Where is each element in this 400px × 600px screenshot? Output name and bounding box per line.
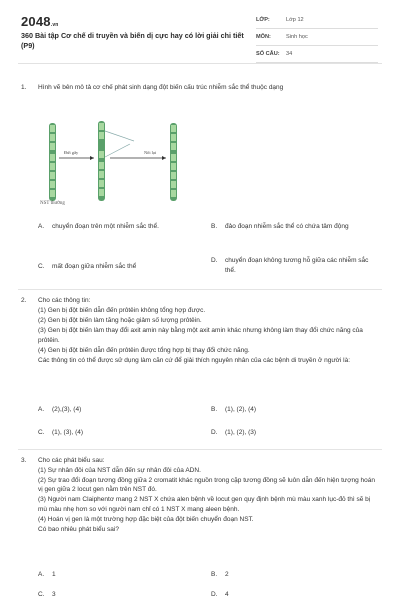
option-c[interactable] xyxy=(38,428,196,438)
question-line: Có bao nhiêu phát biểu sai? xyxy=(38,525,119,533)
question-line: (3) Người nam Claiphentơ mang 2 NST X chứa alen bệnh về locut gen quy định bệnh mù màu xanh lục-đỏ thì sẽ bị mù màu nhẹ hơn so với người nam chỉ có 1 NST X mang aleen bệnh. xyxy=(38,496,371,513)
question-1 xyxy=(21,83,377,93)
question-3 xyxy=(21,456,377,534)
meta-row-subject xyxy=(256,29,378,46)
option-b[interactable] xyxy=(211,405,371,415)
label-break: Đứt gãy xyxy=(64,150,79,155)
question-number: 3. xyxy=(21,457,27,464)
option-text: chuyển đoạn không tương hỗ giữa các nhiễm sắc thể. xyxy=(225,257,369,274)
option-letter: D. xyxy=(211,257,218,264)
question-line: Các thông tin có thể được sử dụng làm căn cứ để giải thích nguyên nhân của các bệnh di truyền ở người là: xyxy=(38,357,351,364)
option-letter: D. xyxy=(211,591,218,598)
option-d[interactable] xyxy=(211,590,371,600)
option-text: 2 xyxy=(225,571,229,578)
option-d[interactable] xyxy=(211,256,371,276)
question-line: (4) Gen bị đột biến dẫn đến prôtêin được tổng hợp bị thay đổi chức năng. xyxy=(38,347,250,354)
question-text xyxy=(38,296,377,366)
option-letter: D. xyxy=(211,429,218,436)
option-letter: A. xyxy=(38,571,45,578)
question-line: (2) Sự trao đổi đoạn tương đồng giữa 2 cromatit khác nguồn trong cặp tương đồng sẽ luôn dẫn đến hiện tượng hoán vị gen giữa 2 locut gen nằm trên NST đó. xyxy=(38,476,376,494)
option-b[interactable] xyxy=(211,570,371,580)
option-text: 1 xyxy=(52,571,56,578)
option-letter: B. xyxy=(211,223,218,230)
meta-key: LỚP: xyxy=(256,17,270,23)
question-2 xyxy=(21,296,377,366)
question-number: 1. xyxy=(21,84,27,91)
question-line: Cho các phát biểu sau: xyxy=(38,457,105,464)
option-letter: C. xyxy=(38,591,45,598)
option-text: (2),(3), (4) xyxy=(52,406,82,413)
option-letter: C. xyxy=(38,263,45,270)
meta-key: MÔN: xyxy=(256,34,271,40)
figure-caption: NST thường xyxy=(40,201,65,206)
question-line: (4) Hoán vị gen là một trường hợp đặc biệt của đột biến chuyển đoạn NST. xyxy=(38,515,254,523)
option-c[interactable] xyxy=(38,590,196,600)
document-title: 360 Bài tập Cơ chế di truyền và biến dị cực hay có lời giải chi tiết (P9) xyxy=(21,31,244,50)
meta-value: 34 xyxy=(286,51,293,57)
chromosome-right xyxy=(170,123,177,201)
option-text: chuyển đoạn trên một nhiễm sắc thể. xyxy=(52,223,159,230)
meta-value: Lớp 12 xyxy=(286,17,304,23)
option-a[interactable] xyxy=(38,405,196,415)
question-line: (3) Gen bị đột biến làm thay đổi axit amin này bằng một axit amin khác nhưng không làm thay đổi chức năng của prôtêin. xyxy=(38,327,363,344)
option-c[interactable] xyxy=(38,262,196,272)
option-letter: B. xyxy=(211,571,218,578)
question-line: (1) Sự nhân đôi của NST dẫn đến sự nhân đôi của ADN. xyxy=(38,466,201,474)
question-text xyxy=(38,456,377,534)
question-line: (2) Gen bị đột biến làm tăng hoặc giảm số lượng prôtêin. xyxy=(38,317,202,324)
chromosome-middle xyxy=(98,121,134,201)
option-a[interactable] xyxy=(38,570,196,580)
question-line: (1) Gen bị đột biến dẫn đến prôtêin không tổng hợp được. xyxy=(38,307,206,314)
option-letter: B. xyxy=(211,406,218,413)
question-text: Hình vẽ bên mô tả cơ chế phát sinh dạng đột biến cấu trúc nhiễm sắc thể thuộc dạng xyxy=(38,84,284,91)
question-divider xyxy=(18,449,382,450)
option-text: 4 xyxy=(225,591,229,598)
option-d[interactable] xyxy=(211,428,371,438)
chromosome-left xyxy=(49,123,56,201)
option-text: 3 xyxy=(52,591,56,598)
option-text: đảo đoạn nhiễm sắc thể có chứa tâm động xyxy=(225,223,349,230)
question-divider xyxy=(18,289,382,290)
option-text: mất đoạn giữa nhiễm sắc thể xyxy=(52,263,137,270)
option-letter: C. xyxy=(38,429,45,436)
meta-value: Sinh học xyxy=(286,34,308,40)
option-letter: A. xyxy=(38,223,45,230)
question-line: Cho các thông tin: xyxy=(38,297,91,304)
option-letter: A. xyxy=(38,406,45,413)
option-text: (1), (2), (4) xyxy=(225,406,257,413)
option-a[interactable] xyxy=(38,222,196,232)
site-logo[interactable]: 2048.vn xyxy=(21,14,59,29)
option-text: (1), (3), (4) xyxy=(52,429,84,436)
label-join: Nối lại xyxy=(144,150,157,155)
meta-row-class xyxy=(256,12,378,29)
meta-row-count xyxy=(256,46,378,63)
header-divider xyxy=(18,63,382,64)
option-b[interactable] xyxy=(211,222,371,232)
meta-table xyxy=(256,12,378,63)
question-number: 2. xyxy=(21,297,27,304)
meta-key: SỐ CÂU: xyxy=(256,51,280,57)
option-text: (1), (2), (3) xyxy=(225,429,257,436)
